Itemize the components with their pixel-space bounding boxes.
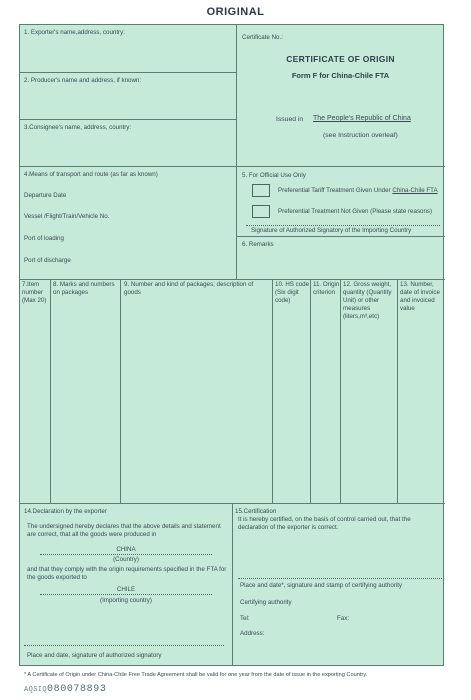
box4-bottom-line xyxy=(20,279,445,280)
declaration-text-2: and that they comply with the origin requirements specified in the FTA for the goods exported to xyxy=(27,566,227,581)
serial-digits: 080078893 xyxy=(47,684,107,695)
box15-label: 15.Certification xyxy=(235,508,277,515)
preferential-given-label: Preferential Tariff Treatment Given Under China-Chile FTA xyxy=(278,187,438,194)
certificate-form xyxy=(19,24,444,666)
serial-number xyxy=(24,684,106,695)
serial-prefix: AQSIQ xyxy=(24,686,48,694)
footnote: * A Certificate of Origin under China-Chile Free Trade Agreement shall be valid for one year from the date of issue in the exporting Country. xyxy=(24,672,368,678)
col-line-10 xyxy=(272,279,273,503)
fta-name: China-Chile FTA xyxy=(392,187,438,194)
country-produced-value: CHINA xyxy=(116,546,136,553)
port-discharge-label: Port of discharge xyxy=(24,257,71,264)
box14-label: 14.Declaration by the exporter xyxy=(24,508,107,515)
col-marks-numbers: 8. Marks and numbers on packages xyxy=(53,281,115,296)
fax-label: Fax: xyxy=(337,615,350,622)
col-line-12 xyxy=(340,279,341,503)
issued-in-label: Issued in xyxy=(276,116,304,123)
col-origin-criterion: 11. Origin criterion xyxy=(313,281,340,296)
certificate-no-label: Certificate No.: xyxy=(242,34,283,41)
preferential-not-given-label: Preferential Treatment Not Given (Please state reasons) xyxy=(278,208,433,215)
box1-bottom-line xyxy=(20,72,236,73)
col-line-9 xyxy=(120,279,121,503)
box4-divider xyxy=(236,166,237,279)
upper-divider xyxy=(236,25,237,166)
exporter-signature-line xyxy=(24,645,224,646)
declaration-text-1: The undersigned hereby declares that the above details and statement are correct, that all the goods were produced in xyxy=(27,523,221,538)
port-loading-label: Port of loading xyxy=(24,235,64,242)
vessel-label: Vessel /Flight/Train/Vehicle No. xyxy=(24,213,110,220)
address-label: Address: xyxy=(240,630,265,637)
place-date-stamp-label: Place and date*, signature and stamp of certifying authority xyxy=(240,582,403,589)
departure-date-label: Departure Date xyxy=(24,192,67,199)
tel-label: Tel: xyxy=(240,615,250,622)
box6-label: 6. Remarks xyxy=(242,241,274,248)
certifying-authority-label: Certifying authority xyxy=(240,599,292,606)
page-heading: ORIGINAL xyxy=(206,6,265,18)
certificate-title: CERTIFICATE OF ORIGIN xyxy=(286,54,395,64)
col-invoice: 13. Number, date of invoice and invoiced value xyxy=(400,281,440,312)
importing-country-value: CHILE xyxy=(116,586,136,593)
instruction-note: (see Instruction overleaf) xyxy=(323,132,398,139)
box5-bottom-line xyxy=(236,236,445,237)
box2-bottom-line xyxy=(20,119,236,120)
box1-label: 1. Exporter's name,address, country: xyxy=(24,29,125,36)
exporter-signature-label: Place and date, signature of authorized signatory xyxy=(27,652,162,659)
col-description: 9. Number and kind of packages; description of goods xyxy=(124,281,254,296)
issued-in-value: The People's Republic of China xyxy=(313,115,411,122)
box5-label: 5. For Official Use Only xyxy=(242,172,306,179)
col-line-11 xyxy=(310,279,311,503)
certification-line xyxy=(238,578,442,579)
certification-text: It is hereby certified, on the basis of control carried out, that the declaration of the exporter is correct. xyxy=(238,516,411,531)
col-line-8 xyxy=(50,279,51,503)
box3-bottom-line xyxy=(20,166,445,167)
signatory-label: Signature of Authorized Signatory of the Importing Country xyxy=(251,227,412,234)
col-item-number: 7.Item number (Max 20) xyxy=(22,281,47,304)
col-gross-weight: 12. Gross weight, quantity (Quantity Unit) or other measures (liters,m³,etc) xyxy=(343,281,392,320)
importing-country-line xyxy=(40,594,212,595)
certificate-subtitle: Form F for China-Chile FTA xyxy=(291,71,390,80)
box2-label: 2. Producer's name and address, if known: xyxy=(24,77,142,84)
country-caption: (Country) xyxy=(113,556,139,563)
col-hs-code: 10. HS code (Six digit code) xyxy=(275,281,310,304)
importing-caption: (Importing country) xyxy=(100,597,152,604)
box14-divider xyxy=(232,503,233,666)
country-produced-line xyxy=(40,554,212,555)
box3-label: 3.Consignee's name, address, country: xyxy=(24,124,132,131)
signatory-line xyxy=(246,225,440,226)
col-line-13 xyxy=(397,279,398,503)
preferential-not-given-checkbox[interactable] xyxy=(252,205,270,218)
preferential-given-checkbox[interactable] xyxy=(252,184,270,197)
box4-label: 4.Means of transport and route (as far as known) xyxy=(24,171,158,178)
